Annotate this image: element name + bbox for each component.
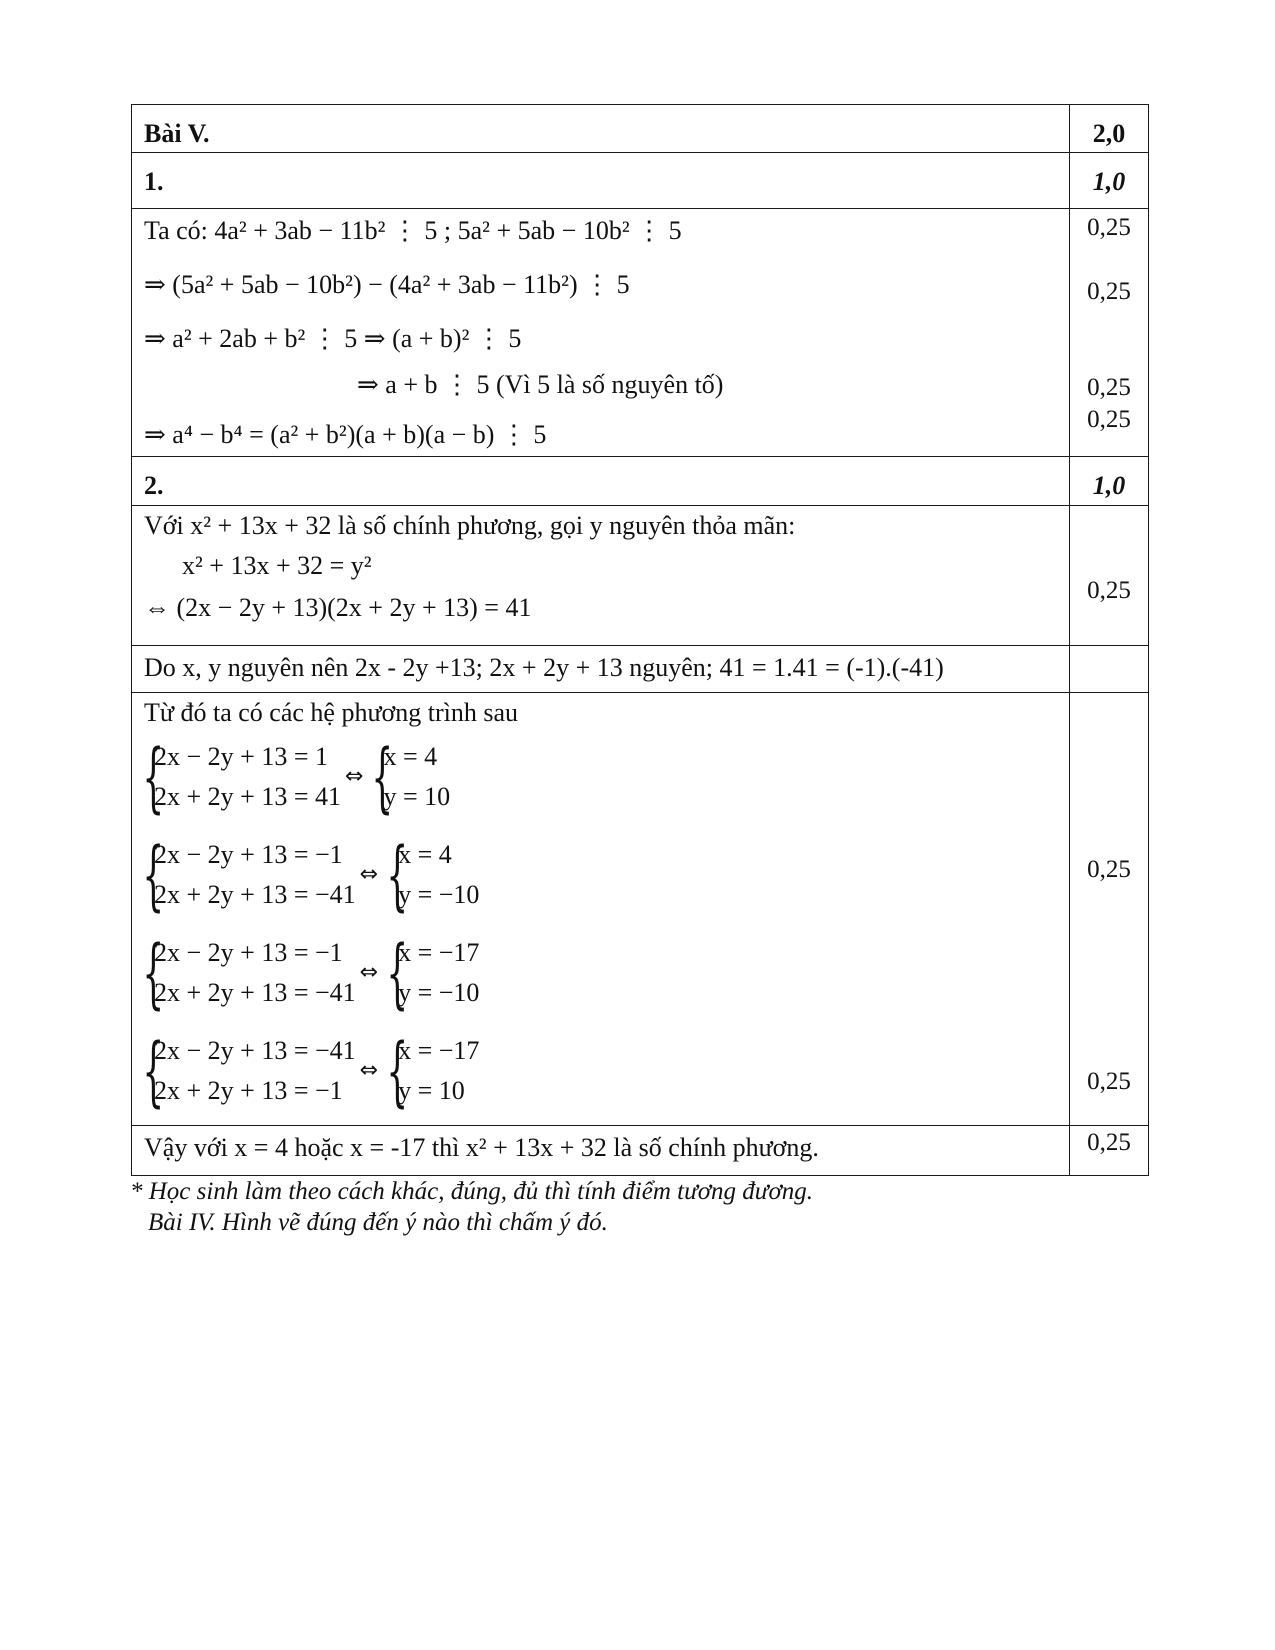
section-title: Bài V. bbox=[132, 105, 1070, 153]
system-4 bbox=[138, 1026, 480, 1115]
system-1-eq2: 2x + 2y + 13 = 41 bbox=[154, 782, 341, 811]
footnote-line-2: Bài IV. Hình vẽ đúng đến ý nào thì chấm ý đó. bbox=[148, 1209, 608, 1236]
left-brace-icon: { bbox=[371, 732, 394, 821]
systems-score-a: 0,25 bbox=[1087, 856, 1131, 883]
system-4-sol2: y = 10 bbox=[398, 1076, 465, 1105]
part2-setup-score-cell bbox=[1070, 506, 1149, 646]
part1-score-4: 0,25 bbox=[1087, 406, 1131, 433]
part2-setup-line-1: Với x² + 13x + 32 là số chính phương, gọi y nguyên thỏa mãn: bbox=[144, 511, 796, 540]
part2-conclusion: Vậy với x = 4 hoặc x = -17 thì x² + 13x + 32 là số chính phương. bbox=[144, 1133, 819, 1162]
part1-solution bbox=[132, 209, 1070, 457]
system-1-sol2: y = 10 bbox=[383, 782, 451, 811]
part2-note-cell bbox=[132, 646, 1070, 693]
part1-score-3: 0,25 bbox=[1087, 374, 1131, 401]
part2-conclusion-score: 0,25 bbox=[1087, 1129, 1131, 1156]
left-brace-icon: { bbox=[142, 732, 165, 821]
equivalence-icon: ⇔ bbox=[359, 862, 379, 887]
system-3-sol1: x = −17 bbox=[398, 938, 480, 967]
part2-setup-line-2: x² + 13x + 32 = y² bbox=[182, 551, 372, 580]
part1-solution-row bbox=[132, 209, 1149, 457]
part1-line-3: ⇒ a² + 2ab + b² ⋮ 5 ⇒ (a + b)² ⋮ 5 bbox=[144, 324, 522, 353]
system-3-eq1: 2x − 2y + 13 = −1 bbox=[154, 938, 343, 967]
left-brace-icon: { bbox=[386, 830, 409, 919]
part1-line-2: ⇒ (5a² + 5ab − 10b²) − (4a² + 3ab − 11b²) ⋮ 5 bbox=[144, 270, 630, 299]
left-brace-icon: { bbox=[142, 928, 165, 1017]
left-brace-icon: { bbox=[386, 928, 409, 1017]
systems-score-b: 0,25 bbox=[1087, 1068, 1131, 1095]
part1-title: 1. bbox=[132, 153, 1070, 209]
systems-intro: Từ đó ta có các hệ phương trình sau bbox=[144, 698, 519, 727]
system-2-eq1: 2x − 2y + 13 = −1 bbox=[154, 840, 343, 869]
part1-header-row bbox=[132, 153, 1149, 209]
system-1-eq1: 2x − 2y + 13 = 1 bbox=[154, 742, 328, 771]
equivalence-icon: ⇔ bbox=[359, 960, 379, 985]
part2-note-row bbox=[132, 646, 1149, 693]
part2-systems-row bbox=[132, 693, 1149, 1126]
grading-table bbox=[131, 104, 1149, 1176]
part2-systems bbox=[132, 693, 1070, 1126]
system-3-sol2: y = −10 bbox=[398, 978, 480, 1007]
footnote bbox=[130, 1176, 813, 1238]
section-header-row bbox=[132, 105, 1149, 153]
system-2-sol2: y = −10 bbox=[398, 880, 480, 909]
system-4-eq2: 2x + 2y + 13 = −1 bbox=[154, 1076, 343, 1105]
system-1-sol1: x = 4 bbox=[383, 742, 438, 771]
part2-conclusion-score-cell bbox=[1070, 1126, 1149, 1176]
part2-systems-scores bbox=[1070, 693, 1149, 1126]
part2-setup-score: 0,25 bbox=[1087, 577, 1131, 604]
part2-conclusion-row bbox=[132, 1126, 1149, 1176]
part1-points: 1,0 bbox=[1070, 153, 1149, 209]
equivalence-icon: ⇔ bbox=[359, 1058, 379, 1083]
part2-setup-line-3: ⇔ (2x − 2y + 13)(2x + 2y + 13) = 41 bbox=[144, 593, 532, 622]
part2-title: 2. bbox=[132, 457, 1070, 506]
part2-note-score-cell bbox=[1070, 646, 1149, 693]
part1-scores bbox=[1070, 209, 1149, 457]
system-4-sol1: x = −17 bbox=[398, 1036, 480, 1065]
part2-note: Do x, y nguyên nên 2x - 2y +13; 2x + 2y + 13 nguyên; 41 = 1.41 = (-1).(-41) bbox=[144, 653, 944, 682]
part1-score-2: 0,25 bbox=[1087, 278, 1131, 305]
equivalence-icon: ⇔ bbox=[345, 764, 364, 789]
left-brace-icon: { bbox=[142, 1026, 165, 1115]
part1-score-1: 0,25 bbox=[1087, 214, 1131, 241]
part2-conclusion-cell bbox=[132, 1126, 1070, 1176]
part2-setup bbox=[132, 506, 1070, 646]
system-2-eq2: 2x + 2y + 13 = −41 bbox=[154, 880, 356, 909]
part2-header-row bbox=[132, 457, 1149, 506]
part1-line-5: ⇒ a⁴ − b⁴ = (a² + b²)(a + b)(a − b) ⋮ 5 bbox=[144, 420, 547, 449]
left-brace-icon: { bbox=[142, 830, 165, 919]
part1-line-4: ⇒ a + b ⋮ 5 (Vì 5 là số nguyên tố) bbox=[357, 370, 724, 399]
system-3-eq2: 2x + 2y + 13 = −41 bbox=[154, 978, 356, 1007]
system-4-eq1: 2x − 2y + 13 = −41 bbox=[154, 1036, 356, 1065]
part2-setup-row bbox=[132, 506, 1149, 646]
part2-points: 1,0 bbox=[1070, 457, 1149, 506]
system-2-sol1: x = 4 bbox=[398, 840, 452, 869]
section-total-points: 2,0 bbox=[1070, 105, 1149, 153]
footnote-line-1: * Học sinh làm theo cách khác, đúng, đủ thì tính điểm tương đương. bbox=[130, 1178, 814, 1205]
system-2 bbox=[138, 830, 480, 919]
part1-line-1: Ta có: 4a² + 3ab − 11b² ⋮ 5 ; 5a² + 5ab − 10b² ⋮ 5 bbox=[144, 216, 682, 245]
system-1 bbox=[138, 732, 451, 821]
system-3 bbox=[138, 928, 480, 1017]
left-brace-icon: { bbox=[386, 1026, 409, 1115]
